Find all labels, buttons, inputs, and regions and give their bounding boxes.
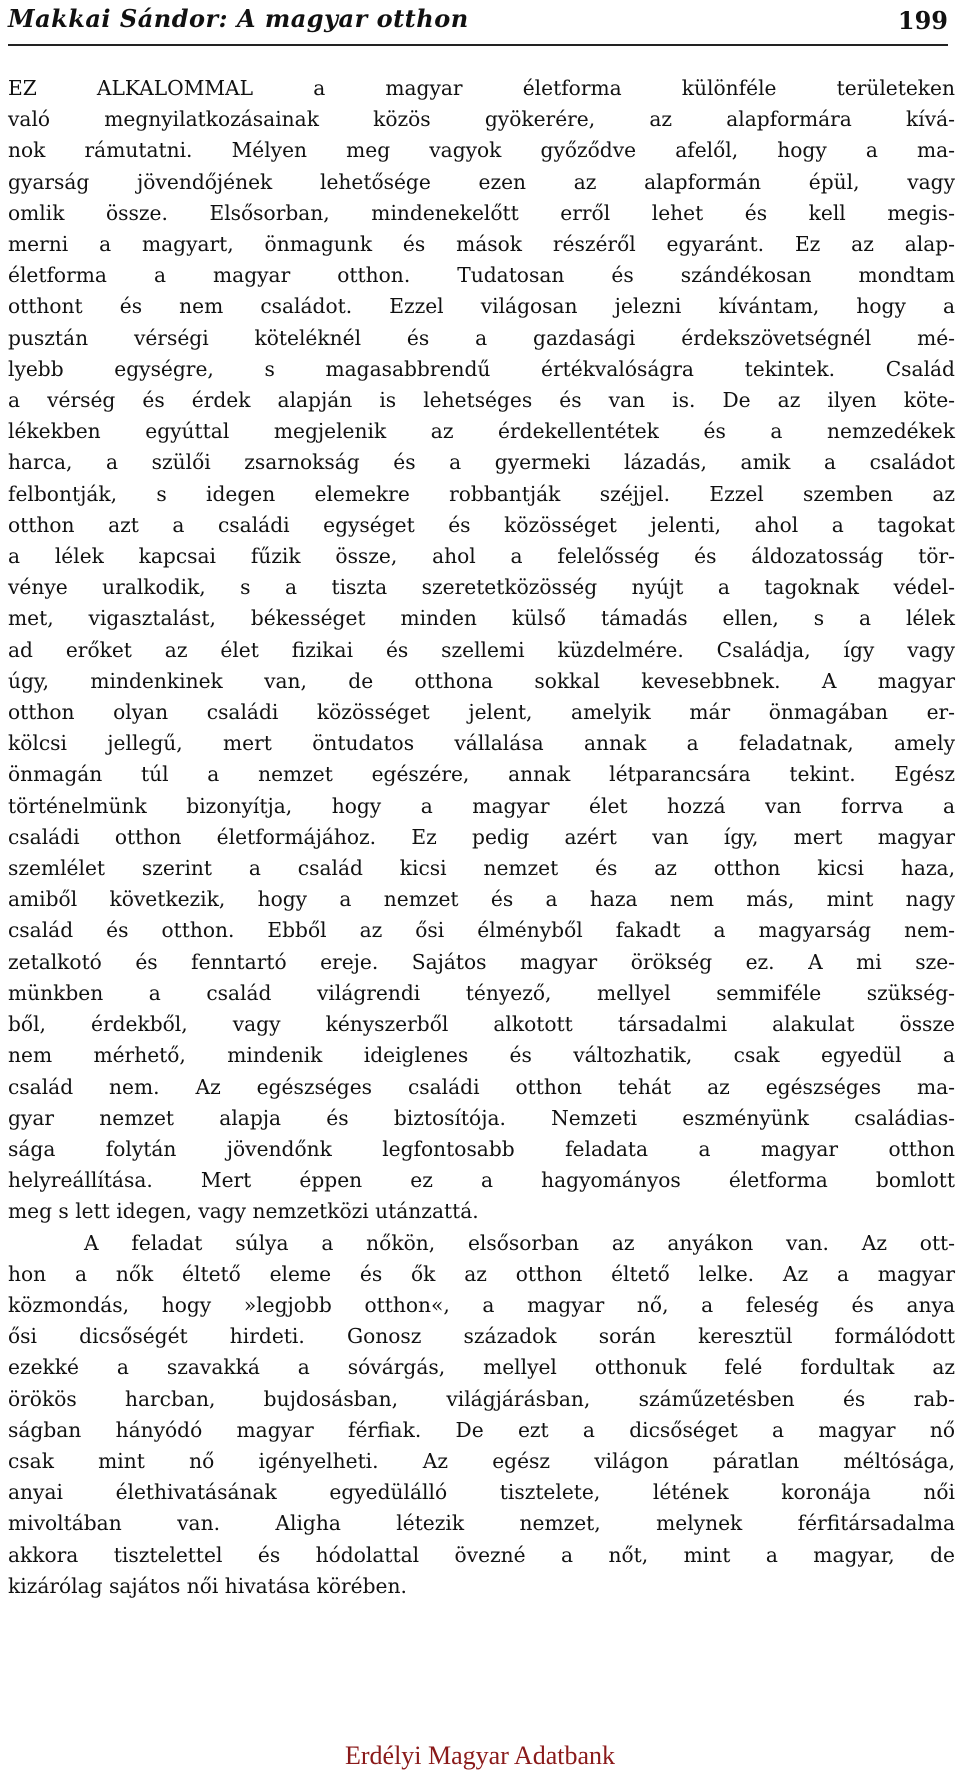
watermark-text: Erdélyi Magyar Adatbank <box>344 1741 616 1770</box>
text-line: örökös harcban, bujdosásban, világjárásban, száműzetésben és rab- <box>8 1386 955 1411</box>
text-line: gyar nemzet alapja és biztosítója. Nemzeti eszményünk családias- <box>8 1105 955 1130</box>
paragraph-1 <box>8 73 955 1228</box>
text-line: ből, érdekből, vagy kényszerből alkotott társadalmi alakulat össze <box>8 1012 955 1037</box>
text-line: helyreállítása. Mert éppen ez a hagyományos életforma bomlott <box>8 1168 955 1193</box>
text-line: otthont és nem családot. Ezzel világosan jelezni kívántam, hogy a <box>8 294 955 319</box>
text-line: akkora tisztelettel és hódolattal övezné a nőt, mint a magyar, de <box>8 1542 955 1567</box>
text-line: való megnyilatkozásainak közös gyökerére, az alapformára kívá- <box>8 107 955 132</box>
text-line: hon a nők éltető eleme és ők az otthon éltető lelke. Az a magyar <box>8 1261 955 1286</box>
text-line: vénye uralkodik, s a tiszta szeretetközösség nyújt a tagoknak védel- <box>8 575 955 600</box>
text-line: met, vigasztalást, békességet minden külső támadás ellen, s a lélek <box>8 606 955 631</box>
paragraph-2 <box>8 1228 955 1602</box>
text-line: történelmünk bizonyítja, hogy a magyar élet hozzá van forrva a <box>8 793 955 818</box>
text-line: amiből következik, hogy a nemzet és a haza nem más, mint nagy <box>8 887 955 912</box>
text-line: önmagán túl a nemzet egészére, annak létparancsára tekint. Egész <box>8 762 955 787</box>
text-line: kizárólag sajátos női hivatása körében. <box>8 1573 407 1598</box>
text-line: életforma a magyar otthon. Tudatosan és szándékosan mondtam <box>8 263 955 288</box>
text-line: felbontják, s idegen elemekre robbantják széjjel. Ezzel szemben az <box>8 481 955 506</box>
text-line: ad erőket az élet fizikai és szellemi küzdelmére. Családja, így vagy <box>8 637 955 662</box>
page-number: 199 <box>897 6 948 35</box>
text-line: nem mérhető, mindenik ideiglenes és változhatik, csak egyedül a <box>8 1043 955 1068</box>
text-line: a vérség és érdek alapján is lehetséges és van is. De az ilyen köte- <box>8 388 955 413</box>
text-line: gyarság jövendőjének lehetősége ezen az alapformán épül, vagy <box>8 169 955 194</box>
text-line: zetalkotó és fenntartó ereje. Sajátos magyar örökség ez. A mi sze- <box>8 949 955 974</box>
body-text <box>8 73 955 1602</box>
text-line: ságban hányódó magyar férfiak. De ezt a dicsőséget a magyar nő <box>8 1417 955 1442</box>
text-line: úgy, mindenkinek van, de otthona sokkal kevesebbnek. A magyar <box>8 668 955 693</box>
text-line: családi otthon életformájához. Ez pedig azért van így, mert magyar <box>8 824 955 849</box>
text-line: merni a magyart, önmagunk és mások részéről egyaránt. Ez az alap- <box>8 232 955 257</box>
text-line: nok rámutatni. Mélyen meg vagyok győződve afelől, hogy a ma- <box>8 138 955 163</box>
text-line: A feladat súlya a nőkön, elsősorban az anyákon van. Az ott- <box>84 1230 955 1255</box>
text-line: omlik össze. Elsősorban, mindenekelőtt erről lehet és kell megis- <box>8 200 955 225</box>
text-line: pusztán vérségi köteléknél és a gazdasági érdekszövetségnél mé- <box>8 325 955 350</box>
text-line: család nem. Az egészséges családi otthon tehát az egészséges ma- <box>8 1074 955 1099</box>
text-line: sága folytán jövendőnk legfontosabb feladata a magyar otthon <box>8 1136 955 1161</box>
text-line: münkben a család világrendi tényező, mellyel semmiféle szükség- <box>8 980 955 1005</box>
text-line: szemlélet szerint a család kicsi nemzet és az otthon kicsi haza, <box>8 856 955 881</box>
text-line: ezekké a szavakká a sóvárgás, mellyel otthonuk felé fordultak az <box>8 1355 955 1380</box>
text-line: lékekben egyúttal megjelenik az érdekellentétek és a nemzedékek <box>8 419 955 444</box>
text-line: a lélek kapcsai fűzik össze, ahol a felelősség és áldozatosság tör- <box>8 544 955 569</box>
text-line: anyai élethivatásának egyedülálló tisztelete, létének koronája női <box>8 1480 955 1505</box>
running-header <box>8 0 948 46</box>
text-line: meg s lett idegen, vagy nemzetközi utánzattá. <box>8 1199 479 1224</box>
text-line: közmondás, hogy »legjobb otthon«, a magyar nő, a feleség és anya <box>8 1292 955 1317</box>
running-title: Makkai Sándor: A magyar otthon <box>8 4 469 33</box>
text-line: csak mint nő igényelheti. Az egész világon páratlan méltósága, <box>8 1448 955 1473</box>
text-line: otthon olyan családi közösséget jelent, amelyik már önmagában er- <box>8 700 955 725</box>
text-line: kölcsi jellegű, mert öntudatos vállalása annak a feladatnak, amely <box>8 731 955 756</box>
text-line: lyebb egységre, s magasabbrendű értékvalóságra tekintek. Család <box>8 356 955 381</box>
text-line: ősi dicsőségét hirdeti. Gonosz századok során keresztül formálódott <box>8 1324 955 1349</box>
text-line: otthon azt a családi egységet és közösséget jelenti, ahol a tagokat <box>8 512 955 537</box>
text-line: család és otthon. Ebből az ősi élményből fakadt a magyarság nem- <box>8 918 955 943</box>
text-line: harca, a szülői zsarnokság és a gyermeki lázadás, amik a családot <box>8 450 955 475</box>
text-line: EZ ALKALOMMAL a magyar életforma különféle területeken <box>8 76 955 100</box>
text-line: mivoltában van. Aligha létezik nemzet, melynek férfitársadalma <box>8 1511 955 1536</box>
